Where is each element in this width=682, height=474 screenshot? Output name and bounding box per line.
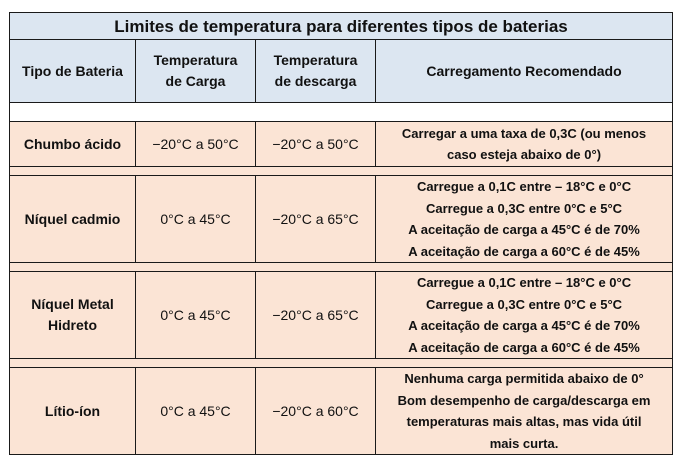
recommended-line: Nenhuma carga permitida abaixo de 0° — [404, 371, 644, 386]
recommended-cell — [376, 122, 673, 167]
recommended-line: temperaturas mais altas, mas vida útil — [406, 414, 642, 429]
header-discharge-temp — [256, 40, 376, 103]
recommended-line: A aceitação de carga a 60°C é de 45% — [408, 339, 640, 355]
battery-type-cell — [10, 272, 136, 359]
spacer-row — [10, 167, 673, 176]
table-row — [10, 176, 673, 263]
spacer-row — [10, 263, 673, 272]
battery-type-line: Hidreto — [48, 317, 97, 333]
recommended-line: Bom desempenho de carga/descarga em — [397, 392, 651, 408]
title-row — [10, 13, 673, 40]
table-row — [10, 368, 673, 455]
battery-type-line: Chumbo ácido — [23, 135, 122, 152]
battery-type-cell — [10, 176, 136, 263]
header-charge-temp — [136, 40, 256, 103]
recommended-line: A aceitação de carga a 45°C é de 70% — [408, 222, 640, 237]
recommended-line: Carregue a 0,1C entre – 18°C e 0°C — [416, 275, 632, 290]
battery-type-line: Níquel Metal — [31, 296, 114, 312]
recommended-line: caso esteja abaixo de 0°) — [446, 147, 602, 162]
recommended-line: Carregar a uma taxa de 0,3C (ou menos — [401, 125, 647, 141]
recommended-line: A aceitação de carga a 60°C é de 45% — [408, 243, 640, 259]
charge-temp-cell: 0°C a 45°C — [136, 272, 256, 359]
battery-type-line: Níquel cadmio — [24, 210, 121, 227]
spacer-row — [10, 103, 673, 122]
discharge-temp-cell: −20°C a 65°C — [256, 272, 376, 359]
header-battery-type: Tipo de Bateria — [10, 40, 136, 103]
discharge-temp-cell: −20°C a 60°C — [256, 368, 376, 455]
table-title: Limites de temperatura para diferentes tipos de baterias — [10, 13, 673, 40]
recommended-cell — [376, 368, 673, 455]
recommended-line: A aceitação de carga a 45°C é de 70% — [408, 318, 640, 333]
discharge-temp-cell: −20°C a 65°C — [256, 176, 376, 263]
battery-temperature-table — [9, 12, 673, 455]
header-recommended: Carregamento Recomendado — [376, 40, 673, 103]
battery-type-cell — [10, 122, 136, 167]
recommended-line: Carregue a 0,3C entre 0°C e 5°C — [425, 200, 623, 216]
recommended-line: Carregue a 0,1C entre – 18°C e 0°C — [416, 179, 632, 194]
charge-temp-cell: 0°C a 45°C — [136, 176, 256, 263]
header-discharge-line: Temperatura — [273, 52, 358, 68]
charge-temp-cell: 0°C a 45°C — [136, 368, 256, 455]
recommended-line: Carregue a 0,3C entre 0°C e 5°C — [425, 296, 623, 312]
header-charge-line: Temperatura — [153, 52, 238, 68]
header-row — [10, 40, 673, 103]
spacer-row — [10, 359, 673, 368]
header-charge-line: de Carga — [165, 73, 226, 89]
recommended-line: mais curta. — [489, 435, 559, 451]
battery-type-cell — [10, 368, 136, 455]
table-row — [10, 122, 673, 167]
discharge-temp-cell: −20°C a 50°C — [256, 122, 376, 167]
charge-temp-cell: −20°C a 50°C — [136, 122, 256, 167]
recommended-cell — [376, 272, 673, 359]
battery-type-line: Lítio-íon — [44, 402, 101, 419]
table-row — [10, 272, 673, 359]
header-discharge-line: de descarga — [274, 73, 357, 89]
recommended-cell — [376, 176, 673, 263]
